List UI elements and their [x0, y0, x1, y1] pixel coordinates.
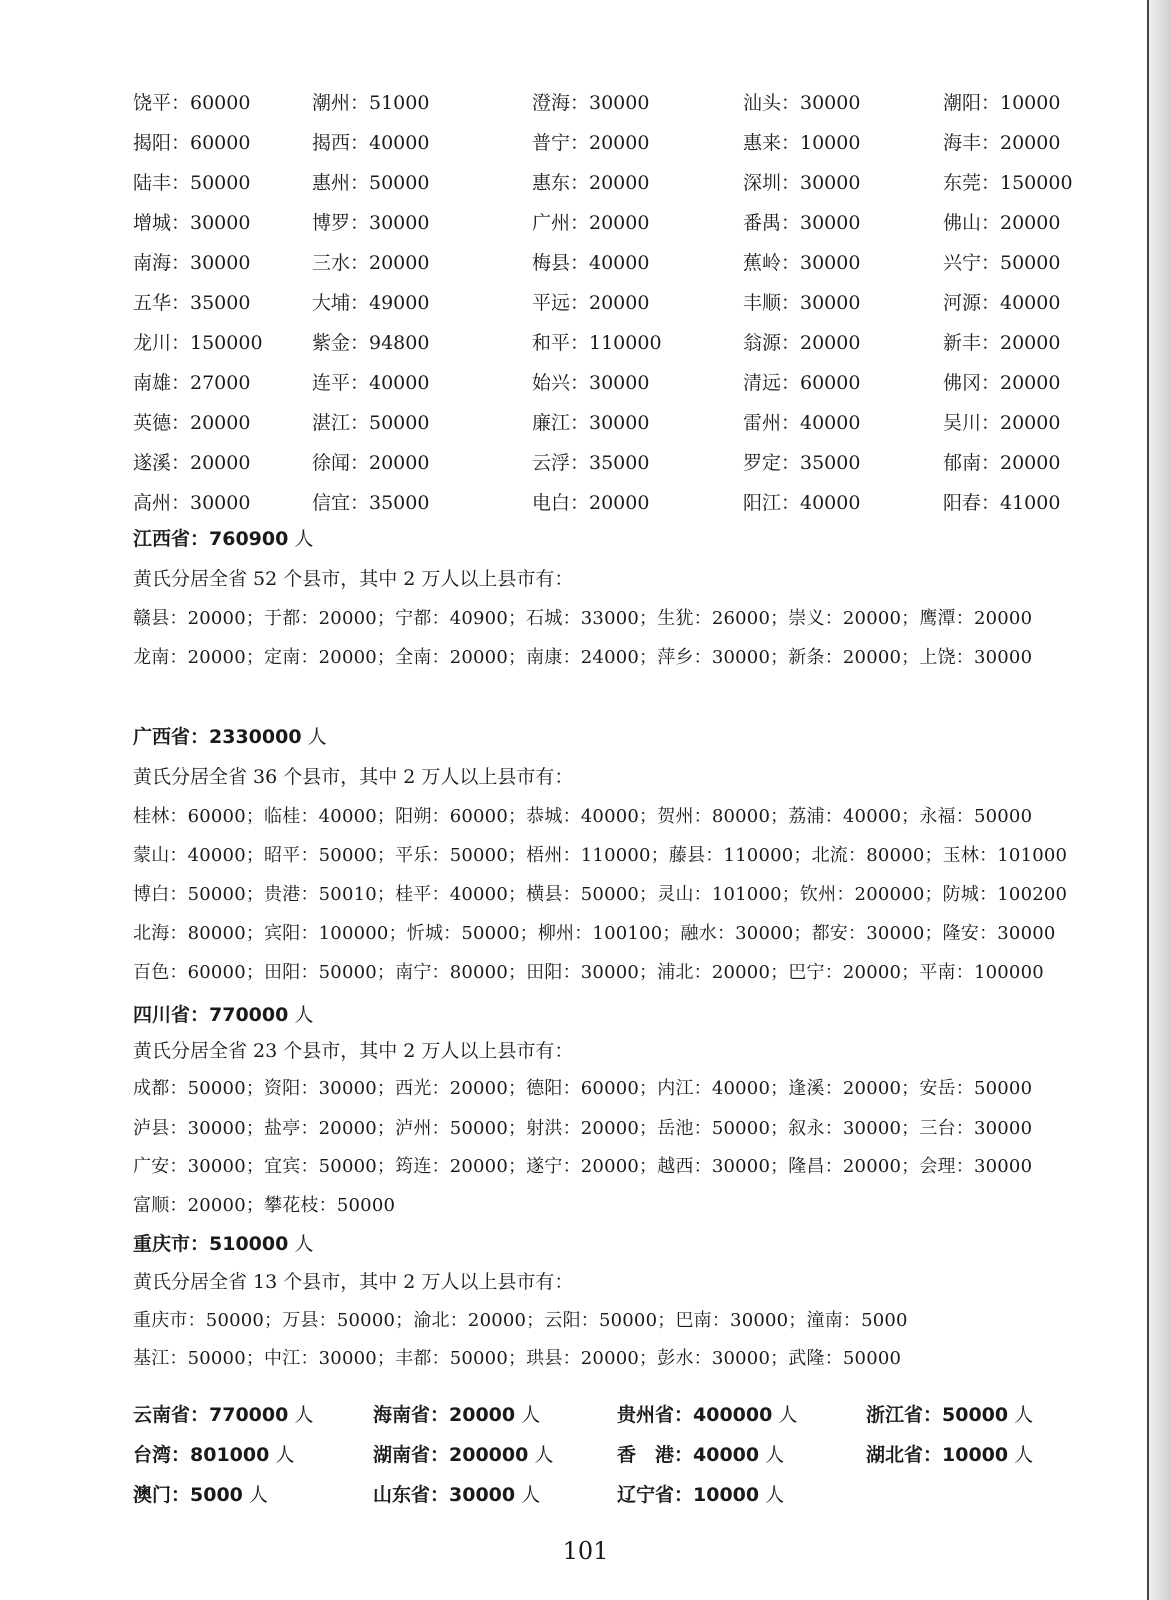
summary-name: 辽宁省：10000 — [617, 1484, 760, 1506]
province-name: 重庆市：510000 — [133, 1233, 289, 1255]
summary-name: 山东省：30000 — [373, 1484, 516, 1506]
county-entry: 信宜：35000 — [312, 492, 430, 514]
summary-unit: 人 — [528, 1444, 554, 1466]
county-entry: 清远：60000 — [743, 372, 861, 394]
summary-name: 贵州省：400000 — [617, 1404, 773, 1426]
summary-name: 澳门：5000 — [133, 1484, 243, 1506]
summary-entry — [373, 1480, 540, 1507]
county-entry: 博罗：30000 — [312, 212, 430, 234]
summary-name: 海南省：20000 — [373, 1404, 516, 1426]
county-line: 成都：50000；资阳：30000；西光：20000；德阳：60000；内江：40000；逢溪：20000；安岳：50000 — [133, 1078, 1033, 1099]
county-entry: 梅县：40000 — [532, 252, 650, 274]
grid-row — [133, 250, 1073, 290]
county-entry: 阳春：41000 — [943, 492, 1061, 514]
county-line: 蒙山：40000；昭平：50000；平乐：50000；梧州：110000；藤县：110000；北流：80000；玉林：101000 — [133, 845, 1068, 866]
summary-entry — [866, 1440, 1033, 1467]
county-entry: 和平：110000 — [532, 332, 662, 354]
province-unit: 人 — [288, 1004, 314, 1026]
summary-name: 台湾：801000 — [133, 1444, 270, 1466]
summary-unit: 人 — [515, 1404, 541, 1426]
county-entry: 龙川：150000 — [133, 332, 263, 354]
grid-row — [133, 330, 1073, 370]
county-entry: 深圳：30000 — [743, 172, 861, 194]
county-entry: 南雄：27000 — [133, 372, 251, 394]
summary-unit: 人 — [288, 1404, 314, 1426]
county-entry: 潮阳：10000 — [943, 92, 1061, 114]
summary-unit: 人 — [772, 1404, 798, 1426]
county-entry: 惠来：10000 — [743, 132, 861, 154]
grid-row — [133, 410, 1073, 450]
province-unit: 人 — [301, 726, 327, 748]
county-entry: 郁南：20000 — [943, 452, 1061, 474]
grid-row — [133, 170, 1073, 210]
county-entry: 潮州：51000 — [312, 92, 430, 114]
page-number: 101 — [562, 1537, 609, 1565]
county-entry: 紫金：94800 — [312, 332, 430, 354]
county-entry: 平远：20000 — [532, 292, 650, 314]
county-entry: 海丰：20000 — [943, 132, 1061, 154]
summary-entry — [617, 1440, 784, 1467]
county-line: 龙南：20000；定南：20000；全南：20000；南康：24000；萍乡：30000；新条：20000；上饶：30000 — [133, 647, 1033, 668]
summary-entry — [133, 1480, 268, 1507]
county-line: 基江：50000；中江：30000；丰都：50000；珙县：20000；彭水：30000；武隆：50000 — [133, 1348, 902, 1369]
county-entry: 澄海：30000 — [532, 92, 650, 114]
county-entry: 揭阳：60000 — [133, 132, 251, 154]
grid-row — [133, 290, 1073, 330]
grid-row — [133, 90, 1073, 130]
summary-unit: 人 — [242, 1484, 268, 1506]
province-name: 四川省：770000 — [133, 1004, 289, 1026]
county-entry: 罗定：35000 — [743, 452, 861, 474]
summary-unit: 人 — [1008, 1444, 1034, 1466]
county-entry: 新丰：20000 — [943, 332, 1061, 354]
summary-entry — [617, 1400, 797, 1427]
county-entry: 广州：20000 — [532, 212, 650, 234]
grid-row — [133, 130, 1073, 170]
county-entry: 翁源：20000 — [743, 332, 861, 354]
summary-row — [133, 1400, 1033, 1440]
county-entry: 佛冈：20000 — [943, 372, 1061, 394]
county-grid — [133, 90, 1073, 530]
county-entry: 揭西：40000 — [312, 132, 430, 154]
county-line: 重庆市：50000；万县：50000；渝北：20000；云阳：50000；巴南：30000；潼南：5000 — [133, 1310, 908, 1331]
summary-entry — [373, 1440, 553, 1467]
province-unit: 人 — [288, 1233, 314, 1255]
county-entry: 东莞：150000 — [943, 172, 1073, 194]
scan-border-line — [1147, 0, 1149, 1600]
county-entry: 河源：40000 — [943, 292, 1061, 314]
county-entry: 番禺：30000 — [743, 212, 861, 234]
county-line: 桂林：60000；临桂：40000；阳朔：60000；恭城：40000；贺州：80000；荔浦：40000；永福：50000 — [133, 806, 1033, 827]
summary-row — [133, 1440, 1033, 1480]
county-line: 泸县：30000；盐亭：20000；泸州：50000；射洪：20000；岳池：50000；叙永：30000；三台：30000 — [133, 1118, 1033, 1139]
county-entry: 阳江：40000 — [743, 492, 861, 514]
county-entry: 高州：30000 — [133, 492, 251, 514]
summary-entry — [133, 1440, 294, 1467]
summary-row — [133, 1480, 1033, 1520]
county-entry: 雷州：40000 — [743, 412, 861, 434]
county-entry: 徐闻：20000 — [312, 452, 430, 474]
county-entry: 五华：35000 — [133, 292, 251, 314]
county-entry: 始兴：30000 — [532, 372, 650, 394]
county-entry: 湛江：50000 — [312, 412, 430, 434]
grid-row — [133, 210, 1073, 250]
province-summary — [133, 1400, 1033, 1520]
county-entry: 南海：30000 — [133, 252, 251, 274]
summary-entry — [373, 1400, 540, 1427]
summary-entry — [133, 1400, 313, 1427]
county-line: 赣县：20000；于都：20000；宁都：40900；石城：33000；生犹：26000；崇义：20000；鹰潭：20000 — [133, 608, 1033, 629]
county-entry: 廉江：30000 — [532, 412, 650, 434]
county-entry: 饶平：60000 — [133, 92, 251, 114]
county-entry: 吴川：20000 — [943, 412, 1061, 434]
summary-name: 湖北省：10000 — [866, 1444, 1009, 1466]
summary-unit: 人 — [1008, 1404, 1034, 1426]
summary-name: 湖南省：200000 — [373, 1444, 529, 1466]
summary-entry — [866, 1400, 1033, 1427]
county-line: 百色：60000；田阳：50000；南宁：80000；田阳：30000；浦北：20000；巴宁：20000；平南：100000 — [133, 962, 1044, 983]
summary-unit: 人 — [759, 1484, 785, 1506]
county-entry: 丰顺：30000 — [743, 292, 861, 314]
grid-row — [133, 370, 1073, 410]
county-entry: 大埔：49000 — [312, 292, 430, 314]
province-heading-guangxi — [133, 722, 327, 749]
county-entry: 云浮：35000 — [532, 452, 650, 474]
province-intro: 黄氏分居全省 36 个县市，其中 2 万人以上县市有： — [133, 766, 574, 788]
county-entry: 汕头：30000 — [743, 92, 861, 114]
county-entry: 增城：30000 — [133, 212, 251, 234]
county-entry: 陆丰：50000 — [133, 172, 251, 194]
summary-name: 香 港：40000 — [617, 1444, 760, 1466]
county-entry: 英德：20000 — [133, 412, 251, 434]
county-entry: 蕉岭：30000 — [743, 252, 861, 274]
province-unit: 人 — [288, 528, 314, 550]
county-entry: 三水：20000 — [312, 252, 430, 274]
summary-name: 云南省：770000 — [133, 1404, 289, 1426]
county-line: 北海：80000；宾阳：100000；忻城：50000；柳州：100100；融水：30000；都安：30000；隆安：30000 — [133, 923, 1056, 944]
county-entry: 兴宁：50000 — [943, 252, 1061, 274]
county-entry: 普宁：20000 — [532, 132, 650, 154]
province-heading-sichuan — [133, 1000, 313, 1027]
county-entry: 遂溪：20000 — [133, 452, 251, 474]
province-heading-jiangxi — [133, 524, 313, 551]
province-intro: 黄氏分居全省 13 个县市，其中 2 万人以上县市有： — [133, 1271, 574, 1293]
county-entry: 电白：20000 — [532, 492, 650, 514]
county-line: 博白：50000；贵港：50010；桂平：40000；横县：50000；灵山：101000；钦州：200000；防城：100200 — [133, 884, 1068, 905]
summary-unit: 人 — [515, 1484, 541, 1506]
county-line: 富顺：20000；攀花枝：50000 — [133, 1195, 396, 1216]
county-entry: 连平：40000 — [312, 372, 430, 394]
province-intro: 黄氏分居全省 23 个县市，其中 2 万人以上县市有： — [133, 1040, 574, 1062]
province-name: 广西省：2330000 — [133, 726, 302, 748]
county-entry: 惠东：20000 — [532, 172, 650, 194]
scan-edge — [1147, 0, 1171, 1600]
grid-row — [133, 450, 1073, 490]
province-intro: 黄氏分居全省 52 个县市，其中 2 万人以上县市有： — [133, 568, 574, 590]
summary-unit: 人 — [269, 1444, 295, 1466]
summary-name: 浙江省：50000 — [866, 1404, 1009, 1426]
province-name: 江西省：760900 — [133, 528, 289, 550]
county-entry: 佛山：20000 — [943, 212, 1061, 234]
county-entry: 惠州：50000 — [312, 172, 430, 194]
summary-entry — [617, 1480, 784, 1507]
province-heading-chongqing — [133, 1229, 313, 1256]
county-line: 广安：30000；宜宾：50000；筠连：20000；遂宁：20000；越西：30000；隆昌：20000；会理：30000 — [133, 1156, 1033, 1177]
summary-unit: 人 — [759, 1444, 785, 1466]
